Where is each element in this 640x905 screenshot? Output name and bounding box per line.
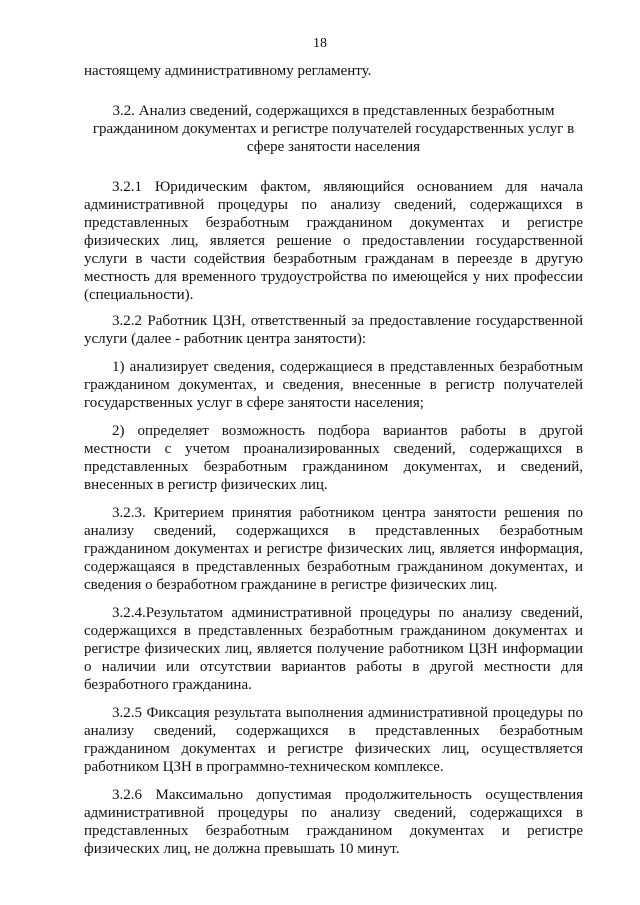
text-line: внесенных в регистр физических лиц. [84,477,328,493]
section-heading-line: гражданином документах и регистре получателей государственных услуг в [92,121,575,137]
paragraph-first-line: 3.2.5 Фиксация результата выполнения административной процедуры по [112,705,583,721]
text-line: гражданином документах и регистре физических лиц, осуществляется [84,741,583,757]
section-heading-line: 3.2. Анализ сведений, содержащихся в представленных безработным [112,103,555,119]
text-line: физических лиц, не должна превышать 10 минут. [84,841,400,857]
text-line: безработного гражданина. [84,677,252,693]
text-line: анализу сведений, содержащихся в представленных безработным [84,523,583,539]
text-line: услуги (далее - работник центра занятости): [84,331,367,347]
paragraph-first-line: 3.2.6 Максимально допустимая продолжительность осуществления [112,787,583,803]
text-line: услуги в части содействия безработным гражданам в переезде в другую [84,251,583,267]
text-line: представленных безработным гражданином документах, и сведений, [84,459,583,475]
page-number: 18 [313,36,327,51]
text-line: (специальности). [84,287,194,303]
paragraph-first-line: 3.2.1 Юридическим фактом, являющийся основанием для начала [112,179,583,195]
text-line: содержащаяся в представленных безработным гражданином документах, и [84,559,583,575]
text-line: сведения о безработном гражданине в регистре физических лиц. [84,577,498,593]
text-line: административной процедуры по анализу сведений, содержащихся в [84,197,583,213]
text-line: анализу сведений, содержащихся в представленных безработным [84,723,583,739]
text-line: представленных безработным гражданином документах и регистре [84,215,583,231]
text-line: настоящему административному регламенту. [84,63,372,79]
paragraph-first-line: 2) определяет возможность подбора вариантов работы в другой [112,423,583,439]
text-line: местность для временного трудоустройства по имеющейся у них профессии [84,269,583,285]
paragraph-first-line: 3.2.4.Результатом административной процедуры по анализу сведений, [112,605,583,621]
paragraph-first-line: 1) анализирует сведения, содержащиеся в представленных безработным [112,359,583,375]
text-line: регистре физических лиц, является получение работником ЦЗН информации [84,641,583,657]
paragraph-first-line: 3.2.3. Критерием принятия работником центра занятости решения по [112,505,583,521]
text-line: содержащихся в представленных безработным гражданином документах и [84,623,583,639]
section-heading-line: сфере занятости населения [246,139,421,155]
text-line: административной процедуры по анализу сведений, содержащихся в [84,805,583,821]
text-line: физических лиц, является решение о предоставлении государственной [84,233,583,249]
text-line: гражданином документах, и сведения, внесенные в регистр получателей [84,377,583,393]
text-line: государственных услуг в сфере занятости населения; [84,395,424,411]
text-line: работником ЦЗН в программно-техническом комплексе. [84,759,444,775]
text-line: представленных безработным гражданином документах и регистре [84,823,583,839]
text-line: местности с учетом проанализированных сведений, содержащихся в [84,441,583,457]
paragraph-first-line: 3.2.2 Работник ЦЗН, ответственный за предоставление государственной [112,313,583,329]
text-line: гражданином документах и регистре физических лиц, является информация, [84,541,583,557]
text-line: о наличии или отсутствии вариантов работы в другой местности для [84,659,583,675]
